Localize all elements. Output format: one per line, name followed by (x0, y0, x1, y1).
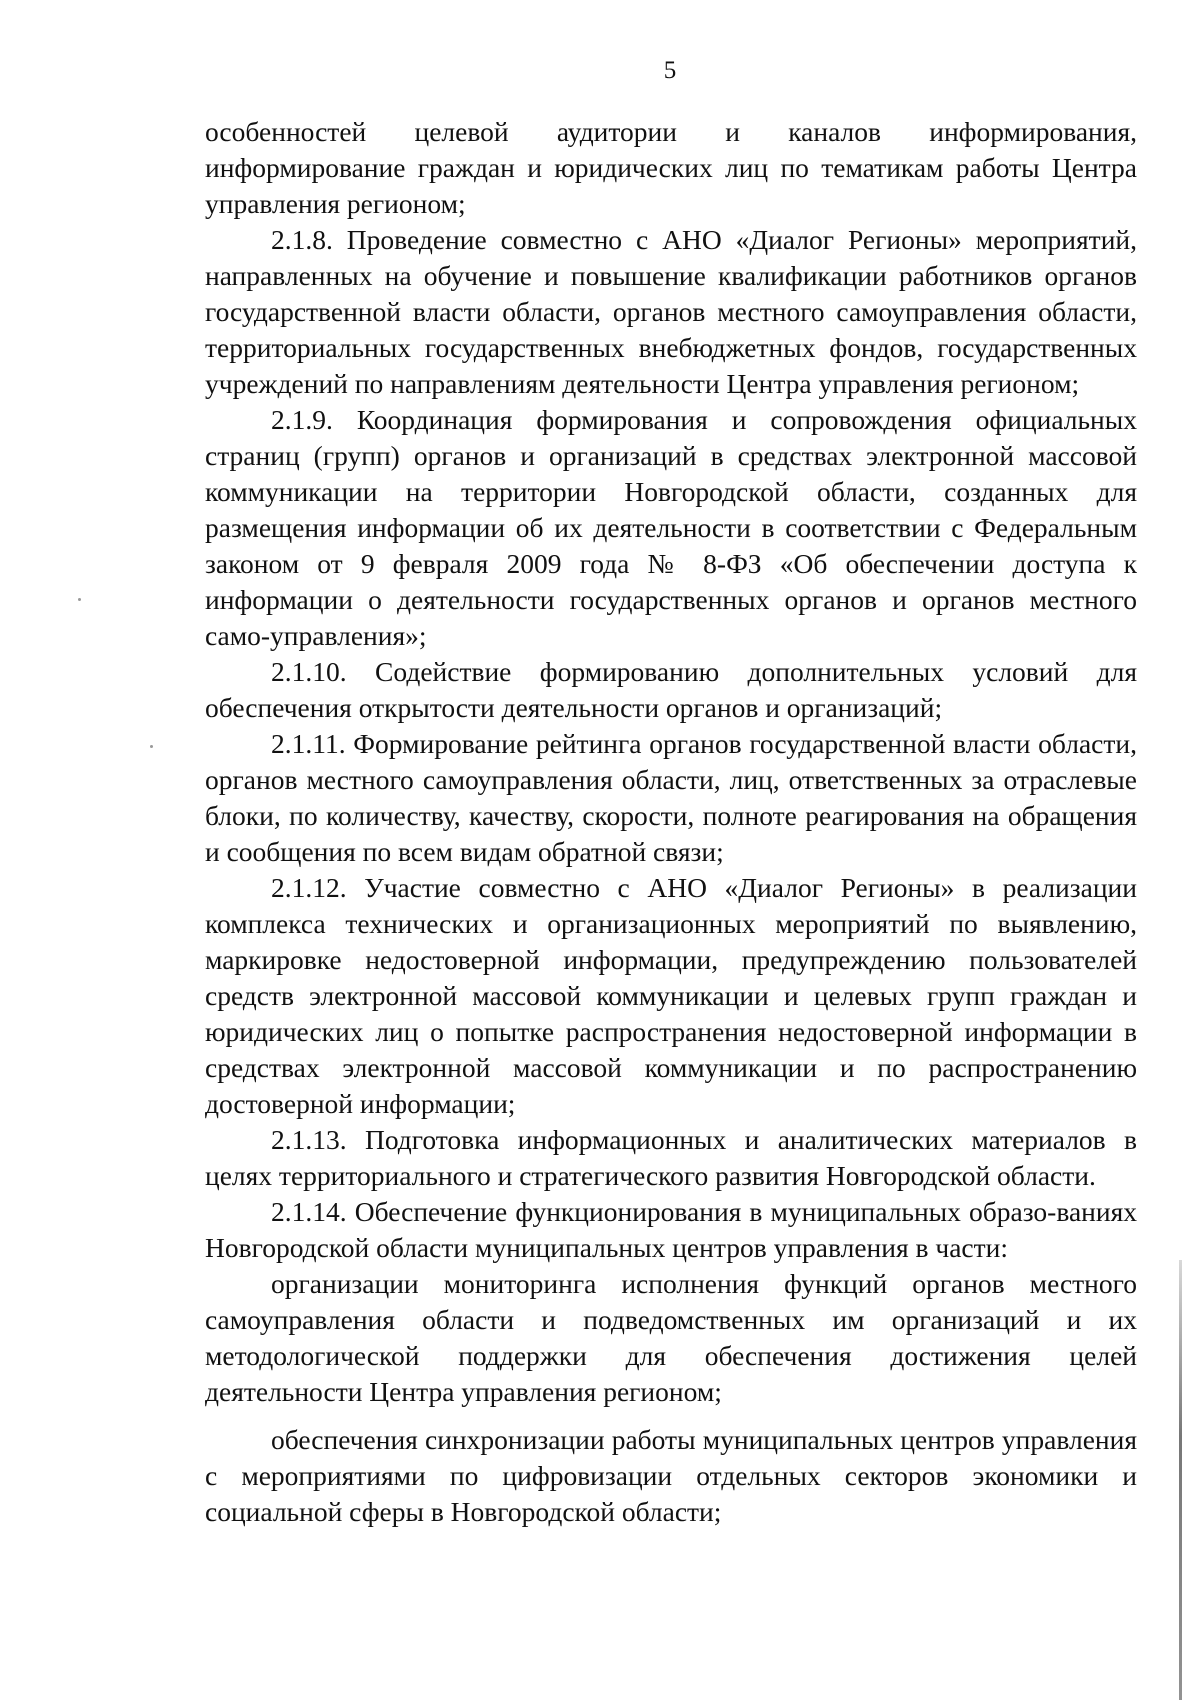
paragraph-2-1-14: 2.1.14. Обеспечение функционирования в муниципальных образо-ваниях Новгородской области муниципальных центров управления в части: (205, 1196, 1137, 1263)
scan-speck (150, 745, 153, 748)
scan-edge-shadow (1179, 1260, 1182, 1700)
paragraph-2-1-11: 2.1.11. Формирование рейтинга органов государственной власти области, органов местного самоуправления области, лиц, ответственных за отраслевые блоки, по количеству, качеству, скорости, полноте реагирования на обращения и сообщения по всем видам обратной связи; (205, 728, 1137, 867)
paragraph-monitoring: организации мониторинга исполнения функций органов местного самоуправления области и подведомственных им организаций и их методологической поддержки для обеспечения достижения целей деятельности Центра управления регионом; (205, 1268, 1137, 1407)
paragraph-2-1-8: 2.1.8. Проведение совместно с АНО «Диалог Регионы» мероприятий, направленных на обучение и повышение квалификации работников органов государственной власти области, органов местного самоуправления области, территориальных государственных внебюджетных фондов, государственных учреждений по направлениям деятельности Центра управления регионом; (205, 224, 1137, 399)
scan-speck (78, 598, 81, 601)
page-number: 5 (663, 57, 677, 84)
paragraph-2-1-9: 2.1.9. Координация формирования и сопровождения официальных страниц (групп) органов и организаций в средствах электронной массовой коммуникации на территории Новгородской области, созданных для размещения информации об их деятельности в соответствии с Федеральным законом от 9 февраля 2009 года № 8-ФЗ «Об обеспечении доступа к информации о деятельности государственных органов и органов местного само-управления»; (205, 404, 1137, 651)
paragraph-2-1-13: 2.1.13. Подготовка информационных и аналитических материалов в целях территориального и стратегического развития Новгородской области. (205, 1124, 1137, 1191)
paragraph-synchronization: обеспечения синхронизации работы муниципальных центров управления с мероприятиями по цифровизации отдельных секторов экономики и социальной сферы в Новгородской области; (205, 1424, 1137, 1527)
paragraph-2-1-12: 2.1.12. Участие совместно с АНО «Диалог Регионы» в реализации комплекса технических и организационных мероприятий по выявлению, маркировке недостоверной информации, предупреждению пользователей средств электронной массовой коммуникации и целевых групп граждан и юридических лиц о попытке распространения недостоверной информации в средствах электронной массовой коммуникации и по распространению достоверной информации; (205, 872, 1137, 1119)
paragraph-continuation: особенностей целевой аудитории и каналов информирования, информирование граждан и юридических лиц по тематикам работы Центра управления регионом; (205, 116, 1137, 219)
paragraph-2-1-10: 2.1.10. Содействие формированию дополнительных условий для обеспечения открытости деятельности органов и организаций; (205, 656, 1137, 723)
document-body (205, 114, 1137, 1530)
